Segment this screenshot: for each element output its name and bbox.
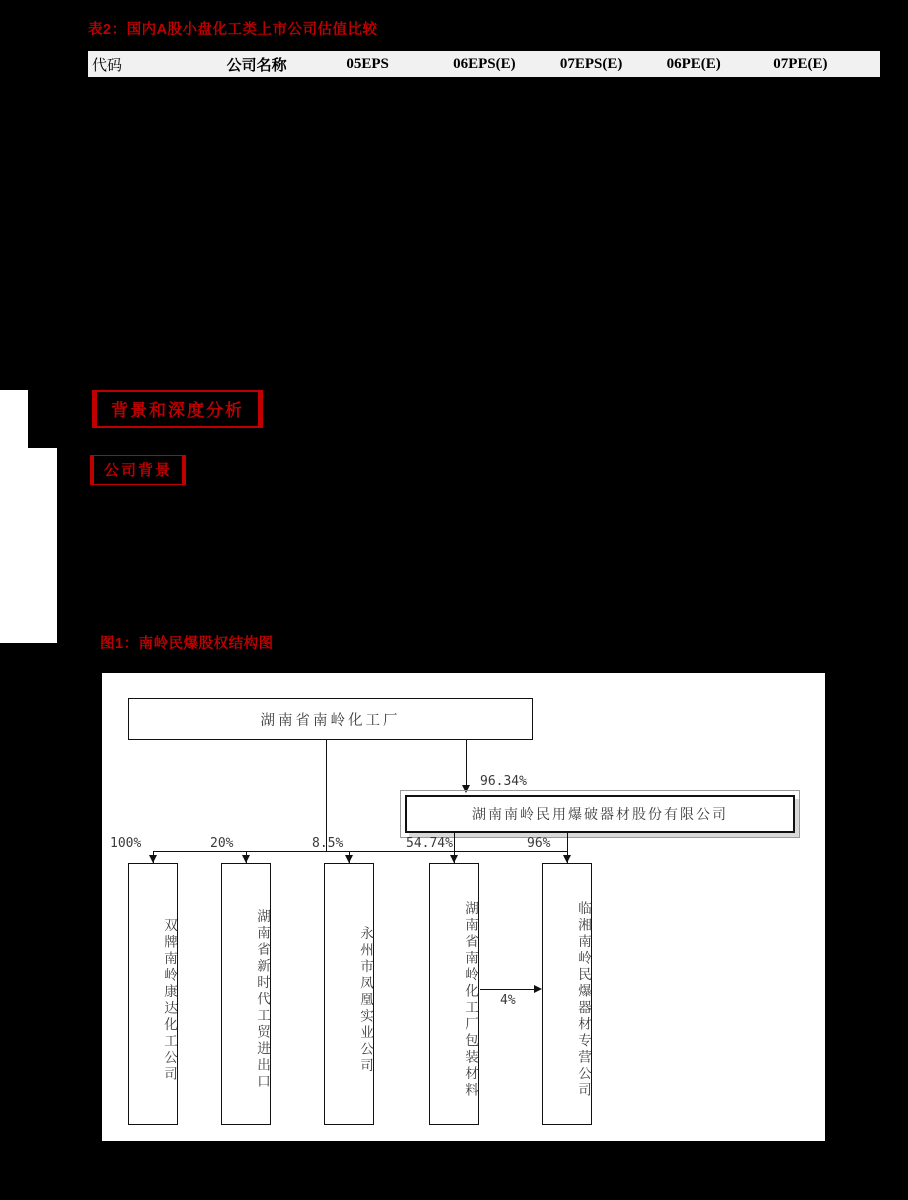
figure-title: 图1：南岭民爆股权结构图 xyxy=(100,636,274,652)
table-column-header-code: 代码 xyxy=(92,57,123,74)
arrow-drop-3-icon xyxy=(345,855,353,863)
pct-leaf-1: 100% xyxy=(110,836,142,851)
table-column-header-company: 公司名称 xyxy=(226,57,287,74)
figure-org-chart xyxy=(102,673,825,1141)
arrow-drop-2-icon xyxy=(242,855,250,863)
pct-leaf-2: 20% xyxy=(210,836,234,851)
table-column-header-06eps: 06EPS(E) xyxy=(453,55,516,72)
pct-cross-link: 4% xyxy=(500,993,516,1008)
table-header-row xyxy=(88,50,880,78)
connector-top-to-mid xyxy=(466,740,467,788)
arrow-drop-5-icon xyxy=(563,855,571,863)
arrow-cross-link-icon xyxy=(534,985,542,993)
org-node-subsidiary-5: 临湘南岭民爆器材专营公司 xyxy=(542,863,592,1125)
section-heading-company-background: 公司背景 xyxy=(90,455,186,485)
table-column-header-05eps: 05EPS xyxy=(346,55,389,72)
arrow-drop-4-icon xyxy=(450,855,458,863)
connector-bus xyxy=(153,851,567,852)
margin-artifact-top xyxy=(0,390,28,448)
org-node-main-company: 湖南南岭民用爆破器材股份有限公司 xyxy=(405,795,795,833)
org-node-parent-plant: 湖南省南岭化工厂 xyxy=(128,698,533,740)
table-column-header-07pe: 07PE(E) xyxy=(773,55,828,72)
pct-mid: 96.34% xyxy=(480,774,527,789)
section-heading-background-analysis: 背景和深度分析 xyxy=(92,390,263,428)
table-column-header-06pe: 06PE(E) xyxy=(666,55,721,72)
org-node-subsidiary-2: 湖南省新时代工贸进出口 xyxy=(221,863,271,1125)
arrow-drop-1-icon xyxy=(149,855,157,863)
pct-leaf-3: 8.5% xyxy=(312,836,344,851)
pct-leaf-5: 96% xyxy=(527,836,551,851)
table-column-header-07eps: 07EPS(E) xyxy=(559,55,623,72)
org-node-subsidiary-4: 湖南省南岭化工厂包装材料 xyxy=(429,863,479,1125)
margin-artifact-bottom xyxy=(0,448,57,643)
pct-leaf-4: 54.74% xyxy=(406,836,453,851)
org-node-subsidiary-3: 永州市凤凰实业公司 xyxy=(324,863,374,1125)
org-node-subsidiary-1: 双牌南岭康达化工公司 xyxy=(128,863,178,1125)
connector-cross-link xyxy=(480,989,536,990)
connector-parent-stem xyxy=(326,740,327,851)
table-title: 表2：国内A股小盘化工类上市公司估值比较 xyxy=(88,22,378,38)
